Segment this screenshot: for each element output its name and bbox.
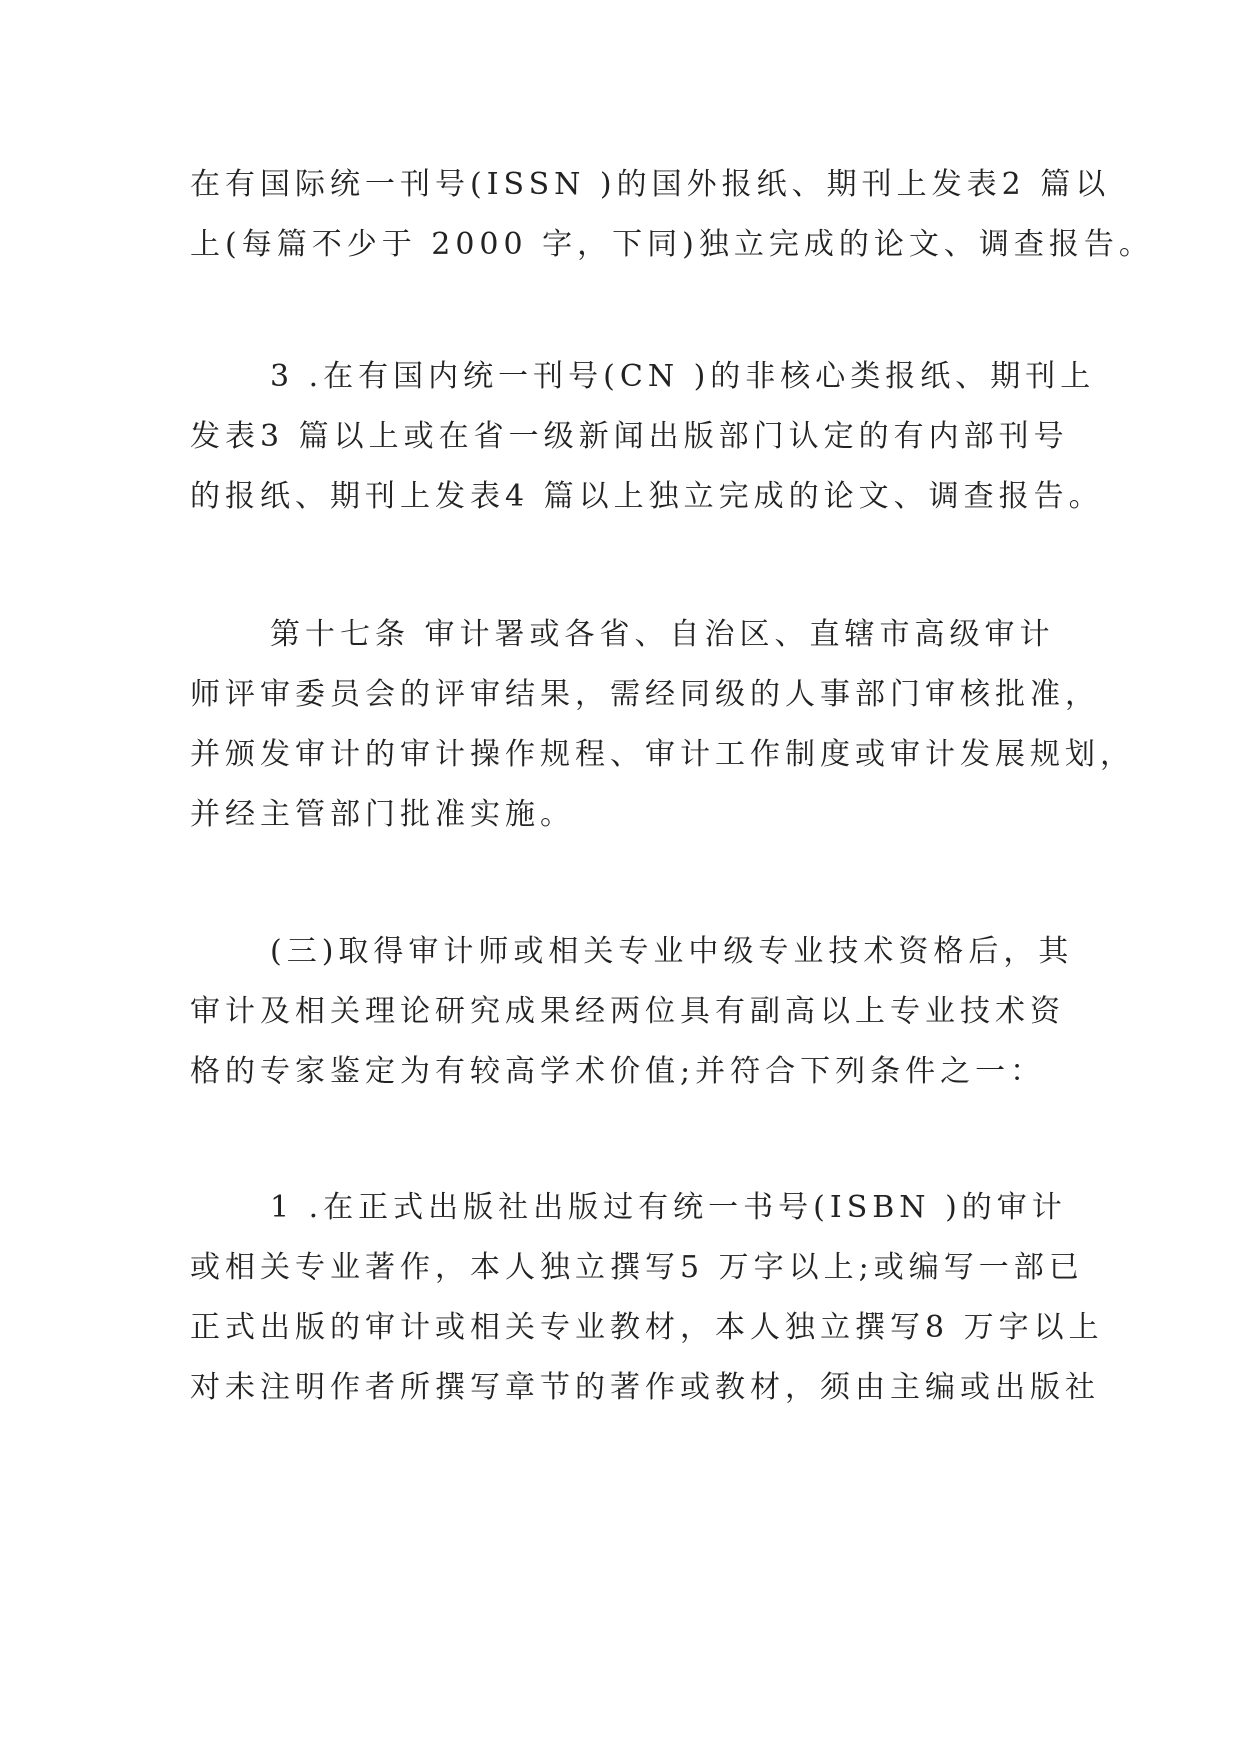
text-line: 并颁发审计的审计操作规程、审计工作制度或审计发展规划， [190,737,1135,772]
text-line: 上(每篇不少于 2000 字，下同)独立完成的论文、调查报告。 [190,227,1154,262]
text-line: 并经主管部门批准实施。 [190,797,575,832]
text-line: 1 .在正式出版社出版过有统一书号(ISBN )的审计 [270,1190,1067,1225]
text-line: 的报纸、期刊上发表4 篇以上独立完成的论文、调查报告。 [190,479,1104,514]
text-line: (三)取得审计师或相关专业中级专业技术资格后，其 [270,934,1074,969]
text-line: 或相关专业著作，本人独立撰写5 万字以上;或编写一部已 [190,1250,1084,1285]
text-line: 在有国际统一刊号(ISSN )的国外报纸、期刊上发表2 篇以 [190,167,1111,202]
text-line: 师评审委员会的评审结果，需经同级的人事部门审核批准， [190,677,1100,712]
text-line: 3 .在有国内统一刊号(CN )的非核心类报纸、期刊上 [270,359,1096,394]
text-line: 正式出版的审计或相关专业教材，本人独立撰写8 万字以上 [190,1310,1104,1345]
text-line: 对未注明作者所撰写章节的著作或教材，须由主编或出版社 [190,1370,1100,1405]
text-line: 审计及相关理论研究成果经两位具有副高以上专业技术资 [190,994,1065,1029]
text-line: 格的专家鉴定为有较高学术价值;并符合下列条件之一： [190,1054,1046,1089]
text-line: 发表3 篇以上或在省一级新闻出版部门认定的有内部刊号 [190,419,1069,454]
text-line: 第十七条 审计署或各省、自治区、直辖市高级审计 [270,617,1055,652]
